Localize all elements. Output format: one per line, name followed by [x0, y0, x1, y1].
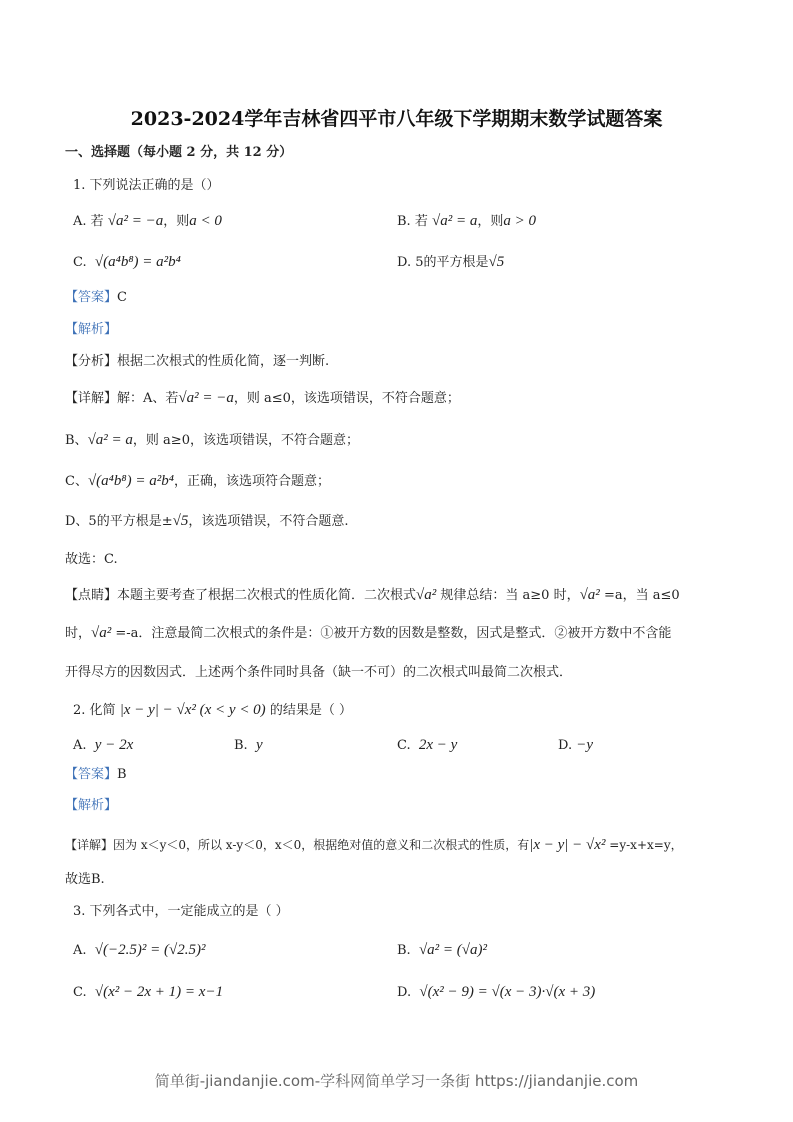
text: =y-x+x=y，: [609, 838, 683, 852]
text: 的结果是（ ）: [269, 703, 352, 718]
option-label: D. 5的平方根是: [397, 255, 489, 270]
q1-dianjing-line1: [65, 585, 680, 606]
option-label: C.: [73, 985, 87, 1000]
q2-answer: [65, 765, 127, 785]
formula: |x − y| − √x² (x < y < 0): [119, 702, 266, 718]
formula: √(a⁴b⁸) = a²b⁴: [87, 473, 174, 489]
answer-tag: 【答案】: [65, 290, 118, 305]
q1-fenxi: 【分析】根据二次根式的性质化简，逐一判断.: [65, 354, 330, 369]
q1-step-d: [65, 511, 348, 532]
text: ，则 a≥0，该选项错误，不符合题意；: [132, 433, 359, 448]
q1-dianjing-line2: [65, 623, 671, 644]
text: 2. 化简: [73, 703, 116, 718]
formula: √5: [172, 513, 189, 529]
text: 【详解】解：A、若: [65, 391, 179, 406]
option-label: D.: [558, 738, 573, 753]
formula: √(x² − 2x + 1) = x−1: [94, 984, 224, 1000]
formula: √5: [488, 254, 505, 270]
q2-option-d: [558, 735, 593, 756]
formula: √a² = (√a)²: [418, 942, 488, 958]
footer-watermark-link[interactable]: 简单街-jiandanjie.com-学科网简单学习一条街 https://jiandanjie.com: [154, 1072, 639, 1090]
option-label: B.: [397, 943, 411, 958]
formula: y − 2x: [94, 737, 134, 753]
formula: √a² = a: [87, 432, 133, 448]
formula: √(a⁴b⁸) = a²b⁴: [94, 254, 181, 270]
q1-option-c: [73, 252, 181, 273]
q1-guxuan: 故选：C.: [65, 552, 118, 567]
option-text: ，则: [163, 214, 190, 229]
option-text: ，则: [477, 214, 504, 229]
formula: a > 0: [503, 213, 536, 229]
q1-option-b: [397, 211, 536, 232]
formula: √a² = a: [431, 213, 478, 229]
q1-step-b: [65, 430, 359, 451]
option-label: A.: [73, 738, 87, 753]
q3-option-c: [73, 982, 223, 1003]
answer-tag: 【答案】: [65, 767, 118, 782]
formula: √a²: [91, 625, 112, 641]
q3-option-b: [397, 940, 487, 961]
option-label: B. 若: [397, 214, 428, 229]
q1-analysis-tag: 【解析】: [65, 322, 118, 337]
q1-option-d: [397, 252, 504, 273]
formula: √a² = −a: [107, 213, 164, 229]
formula: −y: [576, 737, 594, 753]
text: 【点睛】本题主要考查了根据二次根式的性质化简．二次根式: [65, 588, 417, 603]
question-2-stem: [73, 700, 352, 721]
formula: √(−2.5)² = (√2.5)²: [94, 942, 206, 958]
section-heading: 一、选择题（每小题 2 分，共 12 分）: [65, 145, 293, 160]
formula: √a²: [579, 587, 600, 603]
formula: a < 0: [189, 213, 222, 229]
text: B、: [65, 433, 88, 448]
formula: |x − y| − √x²: [529, 837, 606, 853]
formula: √(x² − 9) = √(x − 3)·√(x + 3): [419, 984, 596, 1000]
text: =-a．注意最简二次根式的条件是：①被开方数的因数是整数，因式是整式．②被开方数中不含能: [115, 626, 672, 641]
q2-option-a: [73, 735, 133, 756]
text: D、5的平方根是±: [65, 514, 173, 529]
formula: √a² = −a: [178, 390, 234, 406]
text: 【详解】因为 x＜y＜0，所以 x-y＜0，x＜0，根据绝对值的意义和二次根式的性质，有: [65, 838, 530, 852]
text: ，正确，该选项符合题意；: [173, 474, 330, 489]
option-label: B.: [234, 738, 248, 753]
option-label: C.: [73, 255, 87, 270]
text: 时，: [65, 626, 92, 641]
q1-answer: [65, 288, 127, 308]
text: =a，当 a≤0: [603, 588, 680, 603]
answer-value: C: [117, 290, 127, 305]
text: 规律总结：当 a≥0 时，: [440, 588, 580, 603]
option-label: A. 若: [73, 214, 104, 229]
q3-option-d: [397, 982, 595, 1003]
formula: 2x − y: [418, 737, 458, 753]
option-label: A.: [73, 943, 87, 958]
text: C、: [65, 474, 88, 489]
q1-xiangjie: [65, 388, 460, 409]
document-title: 2023-2024学年吉林省四平市八年级下学期期末数学试题答案: [130, 108, 663, 130]
q2-option-c: [397, 735, 457, 756]
option-label: D.: [397, 985, 412, 1000]
option-label: C.: [397, 738, 411, 753]
formula: √a²: [416, 587, 437, 603]
q3-option-a: [73, 940, 205, 961]
q1-step-c: [65, 471, 330, 492]
question-1-stem: 1. 下列说法正确的是（）: [73, 178, 220, 193]
q2-guxuan: 故选B.: [65, 872, 105, 887]
q2-option-b: [234, 735, 263, 756]
q1-option-a: [73, 211, 222, 232]
q2-xiangjie: [65, 835, 683, 855]
question-3-stem: 3. 下列各式中，一定能成立的是（ ）: [73, 904, 289, 919]
q1-dianjing-line3: 开得尽方的因数因式．上述两个条件同时具备（缺一不可）的二次根式叫最简二次根式．: [65, 665, 573, 680]
text: ，则 a≤0，该选项错误，不符合题意；: [233, 391, 460, 406]
formula: y: [255, 737, 263, 753]
answer-value: B: [117, 767, 127, 782]
text: ，该选项错误，不符合题意.: [188, 514, 349, 529]
q2-analysis-tag: 【解析】: [65, 798, 118, 813]
